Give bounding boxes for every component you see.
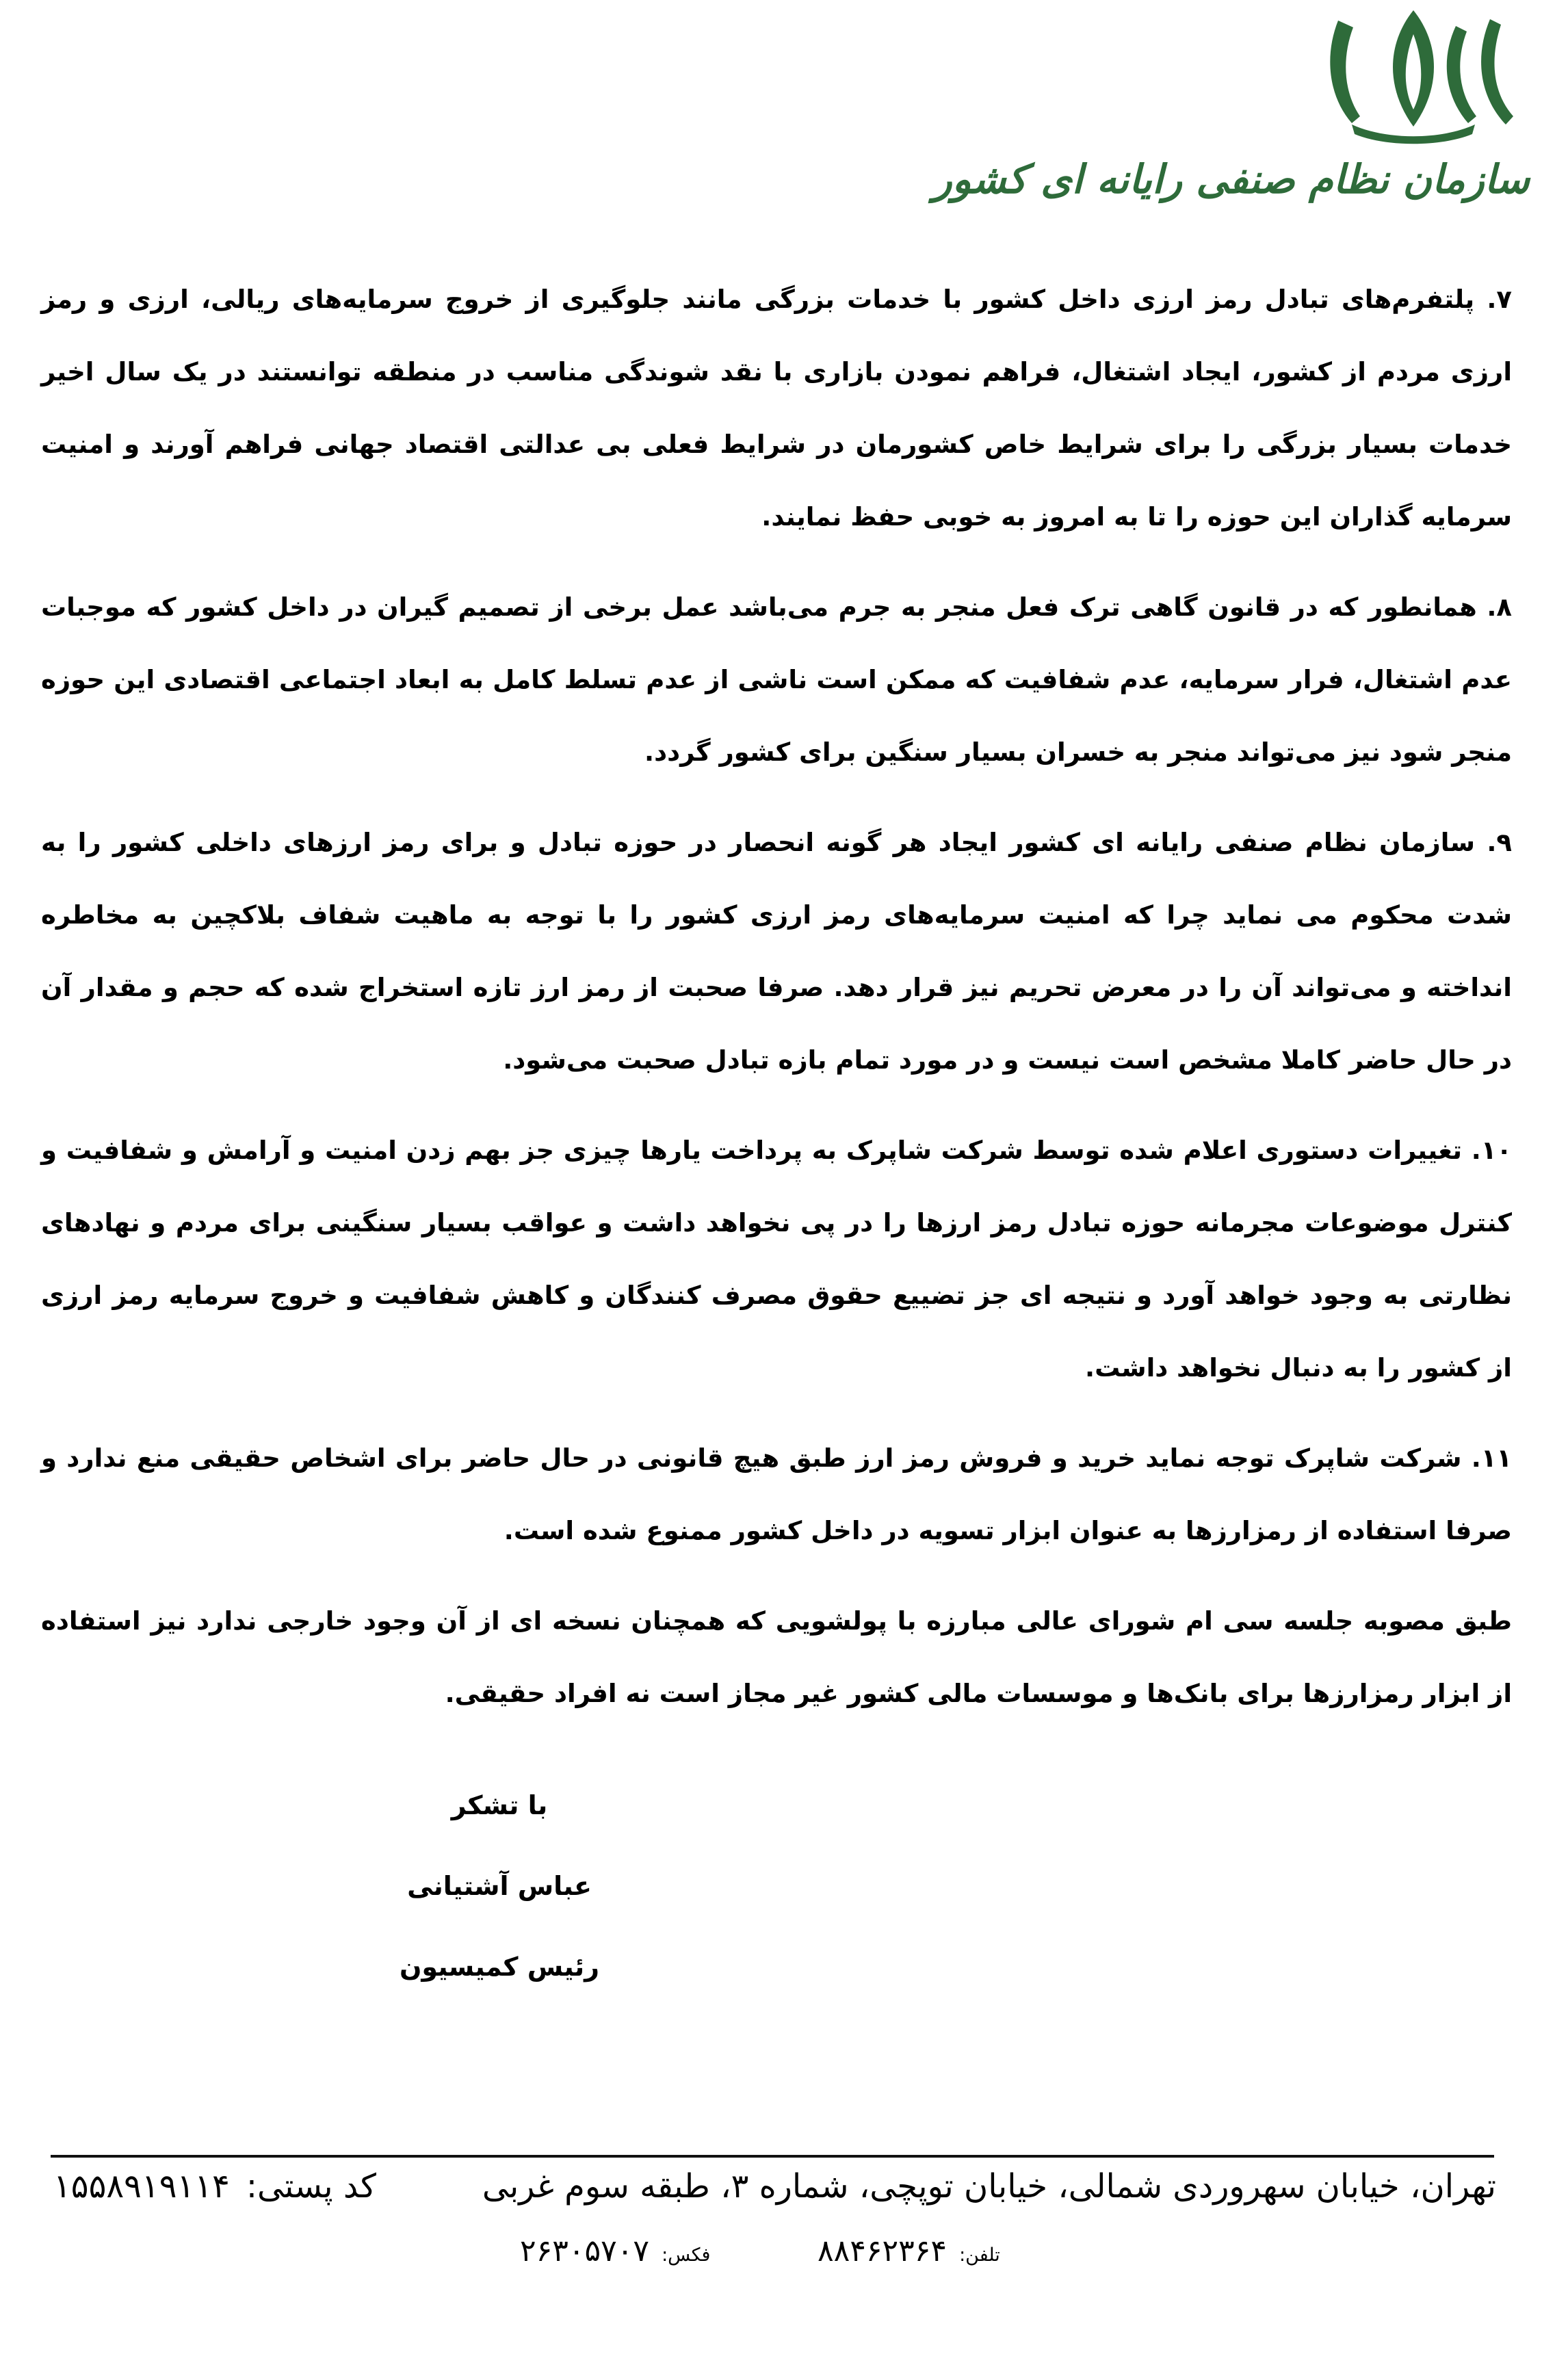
postal-code: ۱۵۵۸۹۱۹۱۱۴ bbox=[53, 2167, 230, 2206]
postal-label: کد پستی: bbox=[246, 2167, 376, 2206]
signature-name: عباس آشتیانی bbox=[407, 1871, 592, 1901]
organization-logo bbox=[932, 0, 1543, 219]
phone-label: تلفن: bbox=[959, 2244, 1000, 2266]
leaf-emblem-icon bbox=[1311, 7, 1516, 150]
signature-closing: با تشکر bbox=[451, 1790, 548, 1820]
letter-body bbox=[41, 263, 1512, 1748]
fax-label: فکس: bbox=[662, 2244, 711, 2266]
phone-number: ۸۸۴۶۲۳۶۴ bbox=[818, 2234, 948, 2268]
footer-address: تهران، خیابان سهروردی شمالی، خیابان توپچی، شماره ۳، طبقه سوم غربی bbox=[482, 2167, 1496, 2206]
logo-text: سازمان نظام صنفی رایانه ای کشور bbox=[932, 156, 1530, 202]
footer-phone bbox=[818, 2234, 1000, 2268]
signature-block bbox=[356, 1765, 643, 2007]
paragraph-9: ۹. سازمان نظام صنفی رایانه ای کشور ایجاد هر گونه انحصار در حوزه تبادل و برای رمز ارزهای داخلی کشور را به شدت محکوم می نماید چرا که امنیت سرمایه‌های رمز ارزی کشور را با توجه به ماهیت شفاف بلاکچین به مخاطره انداخته و می‌تواند آن را در معرض تحریم نیز قرار دهد. صرفا صحبت از رمز ارز تازه استخراج شده که حجم و مقدار آن در حال حاضر کاملا مشخص است نیست و در مورد تمام بازه تبادل صحبت می‌شود. bbox=[41, 828, 1512, 1075]
paragraph-7: ۷. پلتفرم‌های تبادل رمز ارزی داخل کشور با خدمات بزرگی مانند جلوگیری از خروج سرمایه‌های ریالی، ارزی و رمز ارزی مردم از کشور، ایجاد اشتغال، فراهم نمودن بازاری با نقد شوندگی مناسب در منطقه توانستند در یک سال اخیر خدمات بسیار بزرگی را برای شرایط خاص کشورمان در شرایط فعلی بی عدالتی اقتصاد جهانی فراهم آورند و امنیت سرمایه گذاران این حوزه را تا به امروز به خوبی حفظ نمایند. bbox=[41, 285, 1512, 532]
footer-fax bbox=[520, 2234, 710, 2268]
signature-title: رئیس کمیسیون bbox=[399, 1952, 600, 1982]
paragraph-resolution: طبق مصوبه جلسه سی ام شورای عالی مبارزه با پولشویی که همچنان نسخه ای از آن وجود خارجی ندارد نیز استفاده از ابزار رمزارزها برای بانک‌ها و موسسات مالی کشور غیر مجاز است نه افراد حقیقی. bbox=[41, 1606, 1512, 1708]
footer-postal bbox=[53, 2167, 376, 2206]
footer-divider bbox=[51, 2155, 1494, 2158]
fax-number: ۲۶۳۰۵۷۰۷ bbox=[520, 2234, 650, 2268]
paragraph-10: ۱۰. تغییرات دستوری اعلام شده توسط شرکت شاپرک به پرداخت یارها چیزی جز بهم زدن امنیت و آرامش و شفافیت و کنترل موضوعات مجرمانه حوزه تبادل رمز ارزها را در پی نخواهد داشت و عواقب بسیار سنگینی برای مردم و نهادهای نظارتی به وجود خواهد آورد و نتیجه ای جز تضییع حقوق مصرف کنندگان و کاهش شفافیت و خروج سرمایه رمز ارزی از کشور را به دنبال نخواهد داشت. bbox=[41, 1136, 1512, 1383]
paragraph-11: ۱۱. شرکت شاپرک توجه نماید خرید و فروش رمز ارز طبق هیچ قانونی در حال حاضر برای اشخاص حقیقی منع ندارد و صرفا استفاده از رمزارزها به عنوان ابزار تسویه در داخل کشور ممنوع شده است. bbox=[41, 1443, 1512, 1545]
paragraph-8: ۸. همانطور که در قانون گاهی ترک فعل منجر به جرم می‌باشد عمل برخی از تصمیم گیران در داخل کشور که موجبات عدم اشتغال، فرار سرمایه، عدم شفافیت که ممکن است ناشی از عدم تسلط کامل به ابعاد اجتماعی اقتصادی این حوزه منجر شود نیز می‌تواند منجر به خسران بسیار سنگین برای کشور گردد. bbox=[41, 592, 1512, 767]
